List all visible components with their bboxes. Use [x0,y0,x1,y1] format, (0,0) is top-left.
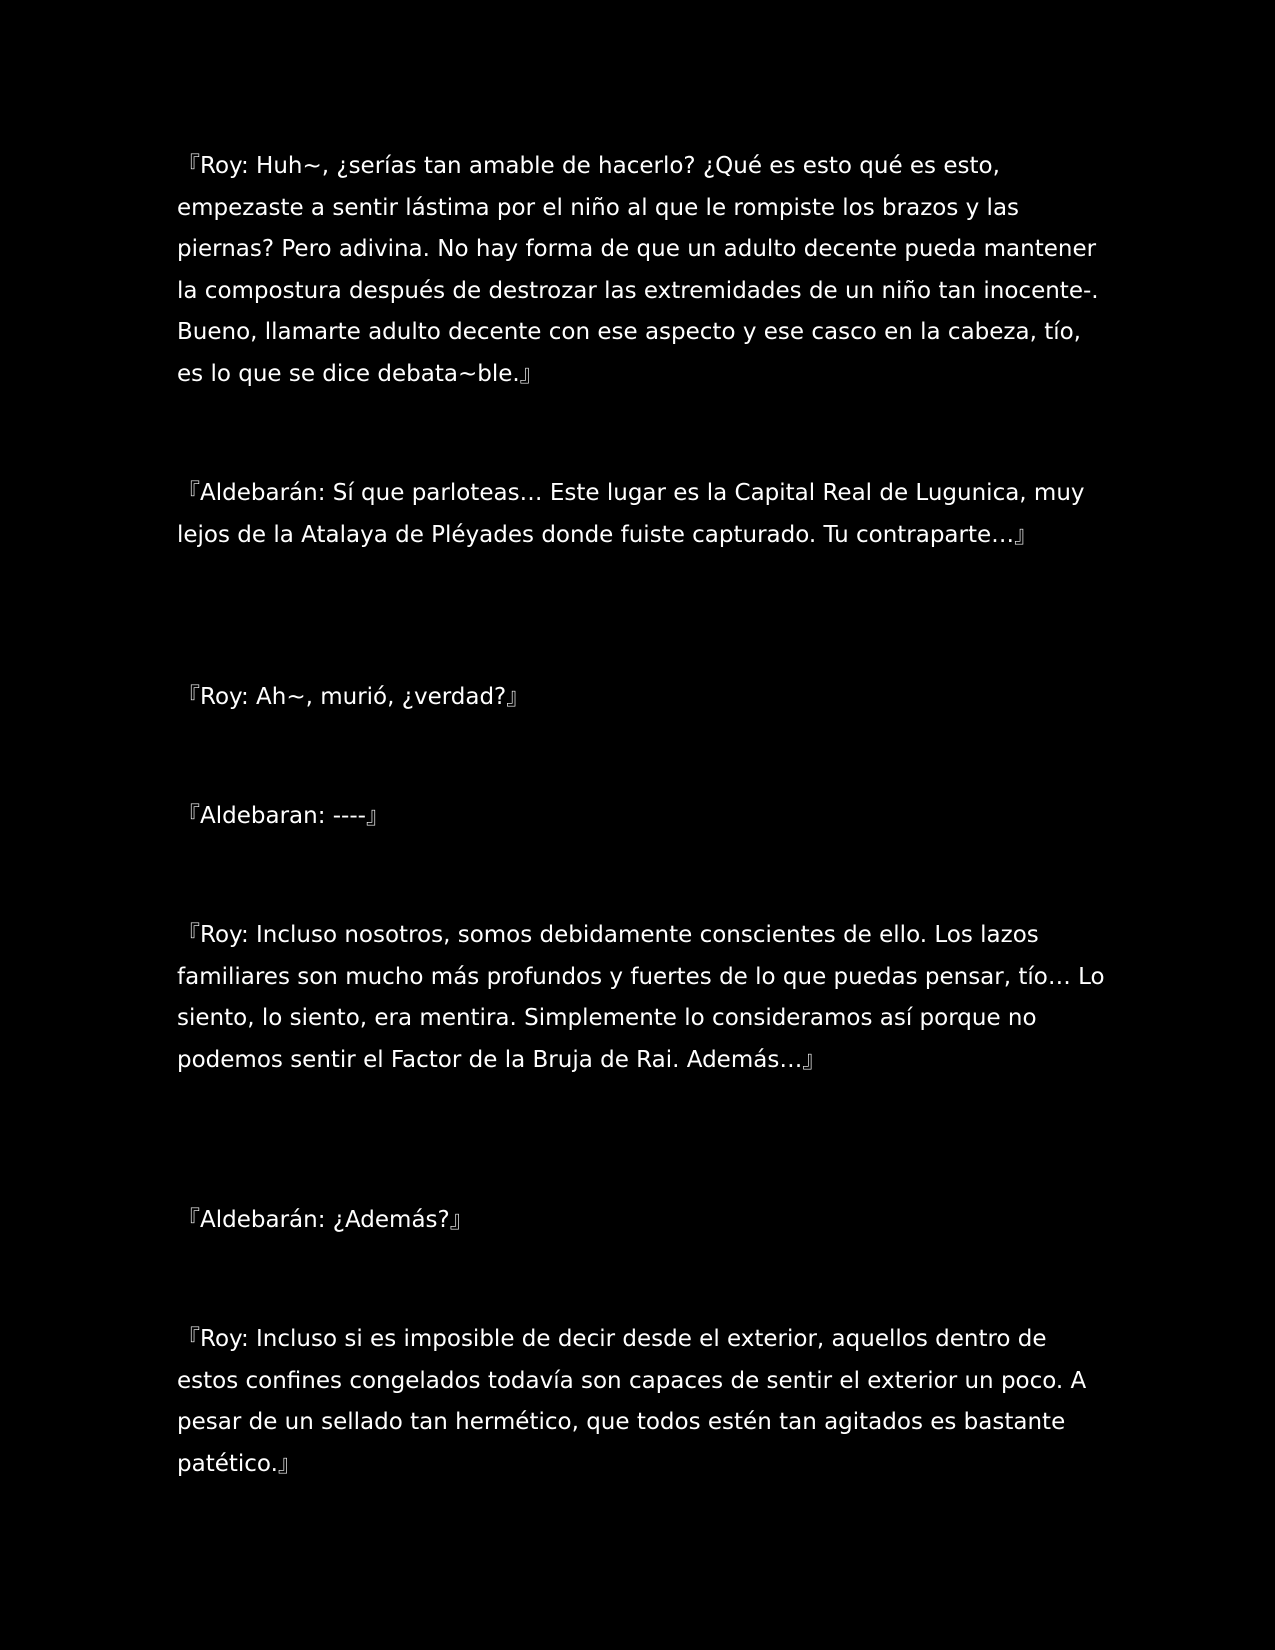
dialogue-roy-3: 『Roy: Incluso nosotros, somos debidamente conscientes de ello. Los lazos familiares son mucho más profundos y fuertes de lo que puedas pensar, tío… Lo siento, lo siento, era mentira. Simplemente lo consideramos así porque no podemos sentir el Factor de la Bruja de Rai. Además…』 [177,922,1105,1073]
dialogue-roy-2: 『Roy: Ah~, murió, ¿verdad?』 [177,684,530,710]
dialogue-roy-4: 『Roy: Incluso si es imposible de decir desde el exterior, aquellos dentro de estos confines congelados todavía son capaces de sentir el exterior un poco. A pesar de un sellado tan hermético, que todos estén tan agitados es bastante patético.』 [177,1326,1087,1477]
dialogue-aldebaran-3: 『Aldebarán: ¿Además?』 [177,1207,473,1233]
dialogue-aldebaran-1: 『Aldebarán: Sí que parloteas… Este lugar es la Capital Real de Lugunica, muy lejos de la Atalaya de Pléyades donde fuiste capturado. Tu contraparte…』 [177,480,1085,548]
dialogue-roy-1: 『Roy: Huh~, ¿serías tan amable de hacerlo? ¿Qué es esto qué es esto, empezaste a sentir lástima por el niño al que le rompiste los brazos y las piernas? Pero adivina. No hay forma de que un adulto decente pueda mantener la compostura después de destrozar las extremidades de un niño tan inocente-. Bueno, llamarte adulto decente con ese aspecto y ese casco en la cabeza, tío, es lo que se dice debata~ble.』 [177,153,1099,387]
dialogue-aldebaran-2: 『Aldebaran: ----』 [177,803,389,829]
